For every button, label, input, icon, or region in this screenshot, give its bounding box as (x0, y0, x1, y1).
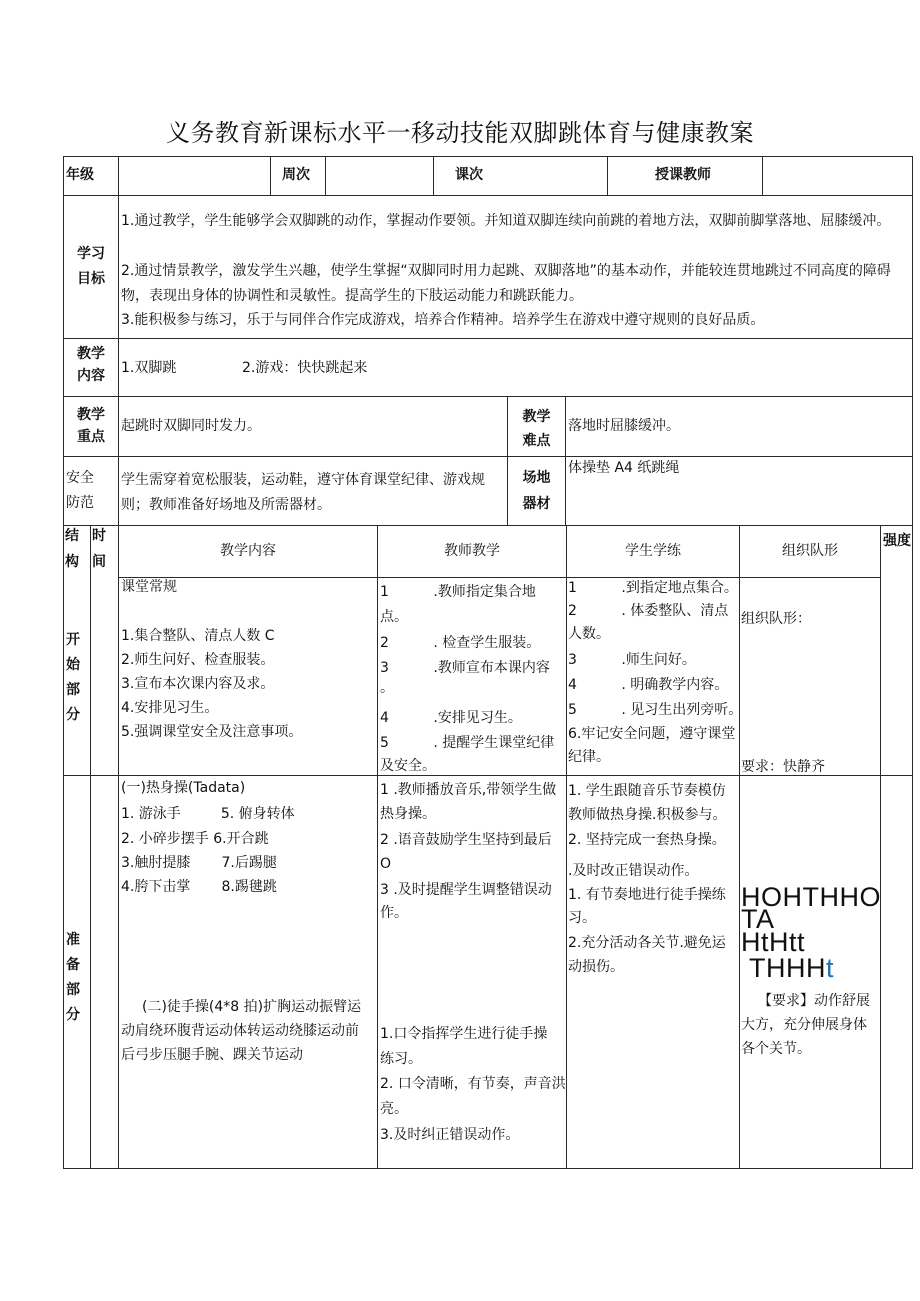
difficulty-label-2: 难点 (522, 433, 551, 449)
teacher-teaching-head: 教师教学 (444, 543, 500, 559)
prep-teacher-line: 作。 (380, 905, 408, 921)
safety-label-1: 安全 (66, 470, 94, 486)
start-content-item: 5.强调课堂安全及注意事项。 (121, 724, 303, 740)
rule (762, 156, 763, 196)
prep-teacher-line: 1.口令指挥学生进行徒手操 (380, 1026, 548, 1042)
rule (118, 525, 119, 1169)
objectives-label-1: 学习 (77, 246, 105, 262)
prep-requirement-line: 大方，充分伸展身体 (741, 1017, 867, 1033)
prep-teacher-line: 2 .语音鼓励学生坚持到最后 (380, 832, 552, 848)
freehand-line: 后弓步压腿手腕、踝关节运动 (121, 1047, 303, 1063)
prep-student-line: .及时改正错误动作。 (568, 863, 699, 879)
key-points-label-2: 重点 (77, 429, 105, 445)
start-organization: 组织队形： (741, 611, 811, 627)
rule (63, 195, 913, 196)
intensity-head: 强度 (883, 533, 911, 549)
warmup-row: 1. 游泳手 5. 俯身转体 (121, 806, 295, 822)
rule (270, 156, 271, 196)
structure-head-2: 构 (65, 554, 79, 570)
start-label-char: 始 (66, 657, 80, 673)
start-teacher-line: 3 .教师宣布本课内容 (380, 660, 550, 676)
safety-value: 学生需穿着宽松服装，运动鞋，遵守体育课堂纪律、游戏规则；教师准备好场地及所需器材。 (121, 472, 485, 513)
objective-item: 3.能积极参与练习，乐于与同伴合作完成游戏，培养合作精神。培养学生在游戏中遵守规则的良好品质。 (121, 312, 765, 328)
grade-label: 年级 (66, 167, 94, 183)
organization-head: 组织队形 (782, 543, 838, 559)
freehand-line: 动肩绕环腹背运动体转运动绕膝运动前 (121, 1023, 359, 1039)
key-points-value: 起跳时双脚同时发力。 (121, 418, 261, 434)
rule (433, 156, 434, 196)
week-label: 周次 (282, 167, 310, 183)
prep-teacher-line: 3 .及时提醒学生调整错误动 (380, 882, 552, 898)
start-student-line: 纪律。 (568, 749, 610, 765)
formation-diagram-line: THHHt (741, 953, 835, 983)
formation-diagram-line: TA (741, 904, 775, 934)
prep-label-char: 分 (66, 1007, 80, 1023)
venue-value: 体操垫 A4 纸跳绳 (568, 460, 680, 476)
content-item-2: 2.游戏：快快跳起来 (242, 360, 368, 376)
rule (63, 525, 913, 526)
warmup-row: 4.胯下击掌 8.踢毽跳 (121, 879, 277, 895)
freehand-line: (二)徒手操(4*8 拍)扩胸运动振臂运 (142, 999, 362, 1015)
prep-teacher-line: 1 .教师播放音乐,带领学生做 (380, 782, 557, 798)
start-student-line: 6.牢记安全问题，遵守课堂 (568, 726, 736, 742)
page-title: 义务教育新课标水平一移动技能双脚跳体育与健康教案 (166, 119, 754, 147)
prep-student-line: 2. 坚持完成一套热身操。 (568, 832, 726, 848)
rule (566, 525, 567, 1169)
difficulty-label-1: 教学 (522, 409, 551, 425)
start-teacher-line: 1 .教师指定集合地 (380, 584, 536, 600)
start-student-line: 5 . 见习生出列旁听。 (568, 702, 743, 718)
rule (118, 577, 880, 578)
start-teacher-line: 。 (380, 680, 394, 696)
rule (565, 396, 566, 526)
student-practice-head: 学生学练 (625, 543, 681, 559)
start-teacher-line: 点。 (380, 609, 408, 625)
rule (739, 525, 740, 1169)
structure-head-1: 结 (65, 528, 79, 544)
start-content-title: 课堂常规 (121, 579, 177, 595)
warmup-title: (一)热身操(Tadata) (121, 780, 246, 796)
rule (377, 525, 378, 1169)
time-head-2: 间 (92, 554, 106, 570)
prep-student-line: 2.充分活动各关节.避免运 (568, 935, 726, 951)
prep-teacher-line: 亮。 (380, 1101, 408, 1117)
teacher-label: 授课教师 (655, 167, 711, 183)
content-label-2: 内容 (77, 368, 105, 384)
rule (63, 156, 64, 1169)
prep-label-char: 部 (66, 982, 80, 998)
prep-label-char: 准 (66, 932, 80, 948)
start-teacher-line: 2 . 检查学生服装。 (380, 635, 541, 651)
rule (118, 195, 119, 526)
start-content-item: 2.师生问好、检查服装。 (121, 652, 275, 668)
start-student-line: 人数。 (568, 626, 610, 642)
time-head-1: 时 (92, 528, 106, 544)
start-teacher-line: 及安全。 (380, 758, 436, 774)
start-student-line: 2 . 体委整队、清点 (568, 603, 729, 619)
prep-student-line: 习。 (568, 910, 596, 926)
prep-label-char: 备 (66, 957, 80, 973)
formation-diagram-line: HOHTHHO (741, 882, 881, 912)
start-requirement: 要求：快静齐 (741, 759, 825, 775)
prep-teacher-line: 2. 口令清晰，有节奏，声音洪 (380, 1076, 566, 1092)
prep-teacher-line: 练习。 (380, 1051, 422, 1067)
key-points-label-1: 教学 (77, 407, 105, 423)
start-content-item: 1.集合整队、清点人数 C (121, 628, 275, 644)
formation-diagram-line: HtHtt (741, 927, 806, 957)
prep-teacher-line: O (380, 856, 392, 872)
start-label-char: 分 (66, 707, 80, 723)
rule (325, 156, 326, 196)
objective-item: 1.通过教学，学生能够学会双脚跳的动作，掌握动作要领。并知道双脚连续向前跳的着地方法，双脚前脚掌落地、屈膝缓冲。 (121, 213, 891, 229)
venue-label-1: 场地 (522, 470, 551, 486)
rule (912, 156, 913, 1169)
objective-item: 2.通过情景教学，激发学生兴趣，使学生掌握“双脚同时用力起跳、双脚落地”的基本动作，并能较连贯地跳过不同高度的障碍物，表现出身体的协调性和灵敏性。提高学生的下肢运动能力和跳跃能力。 (121, 263, 891, 304)
rule (90, 525, 91, 1169)
prep-teacher-line: 3.及时纠正错误动作。 (380, 1127, 520, 1143)
start-student-line: 3 .师生问好。 (568, 652, 696, 668)
prep-student-line: 1. 有节奏地进行徒手操练 (568, 887, 726, 903)
venue-label-2: 器材 (522, 496, 551, 512)
prep-requirement-line: 各个关节。 (741, 1041, 811, 1057)
warmup-row: 3.触肘提膝 7.后踢腿 (121, 855, 277, 871)
objectives-label-2: 目标 (77, 271, 105, 287)
rule (880, 525, 881, 1169)
prep-student-line: 动损伤。 (568, 959, 624, 975)
rule (118, 156, 119, 196)
rule (63, 338, 913, 339)
content-label-1: 教学 (77, 346, 105, 362)
prep-student-line: 教师做热身操.积极参与。 (568, 807, 727, 823)
start-content-item: 4.安排见习生。 (121, 700, 219, 716)
warmup-row: 2. 小碎步摆手 6.开合跳 (121, 831, 269, 847)
rule (63, 396, 913, 397)
difficulty-value: 落地时屈膝缓冲。 (568, 418, 680, 434)
lesson-label: 课次 (455, 167, 483, 183)
rule (63, 1168, 913, 1169)
start-label-char: 开 (66, 632, 80, 648)
start-student-line: 4 . 明确教学内容。 (568, 677, 729, 693)
start-content-item: 3.宣布本次课内容及求。 (121, 676, 275, 692)
content-item-1: 1.双脚跳 (121, 360, 177, 376)
start-teacher-line: 5 . 提醒学生课堂纪律 (380, 735, 555, 751)
teaching-content-head: 教学内容 (220, 543, 276, 559)
start-label-char: 部 (66, 682, 80, 698)
prep-student-line: 1. 学生跟随音乐节奏模仿 (568, 783, 726, 799)
prep-requirement-line: 【要求】动作舒展 (758, 993, 870, 1009)
formation-diagram-accent: t (826, 953, 835, 983)
rule (607, 156, 608, 196)
start-student-line: 1 .到指定地点集合。 (568, 580, 738, 596)
rule (63, 456, 913, 457)
prep-teacher-line: 热身操。 (380, 806, 436, 822)
start-teacher-line: 4 .安排见习生。 (380, 710, 522, 726)
safety-label-2: 防范 (66, 495, 94, 511)
rule (63, 156, 913, 157)
